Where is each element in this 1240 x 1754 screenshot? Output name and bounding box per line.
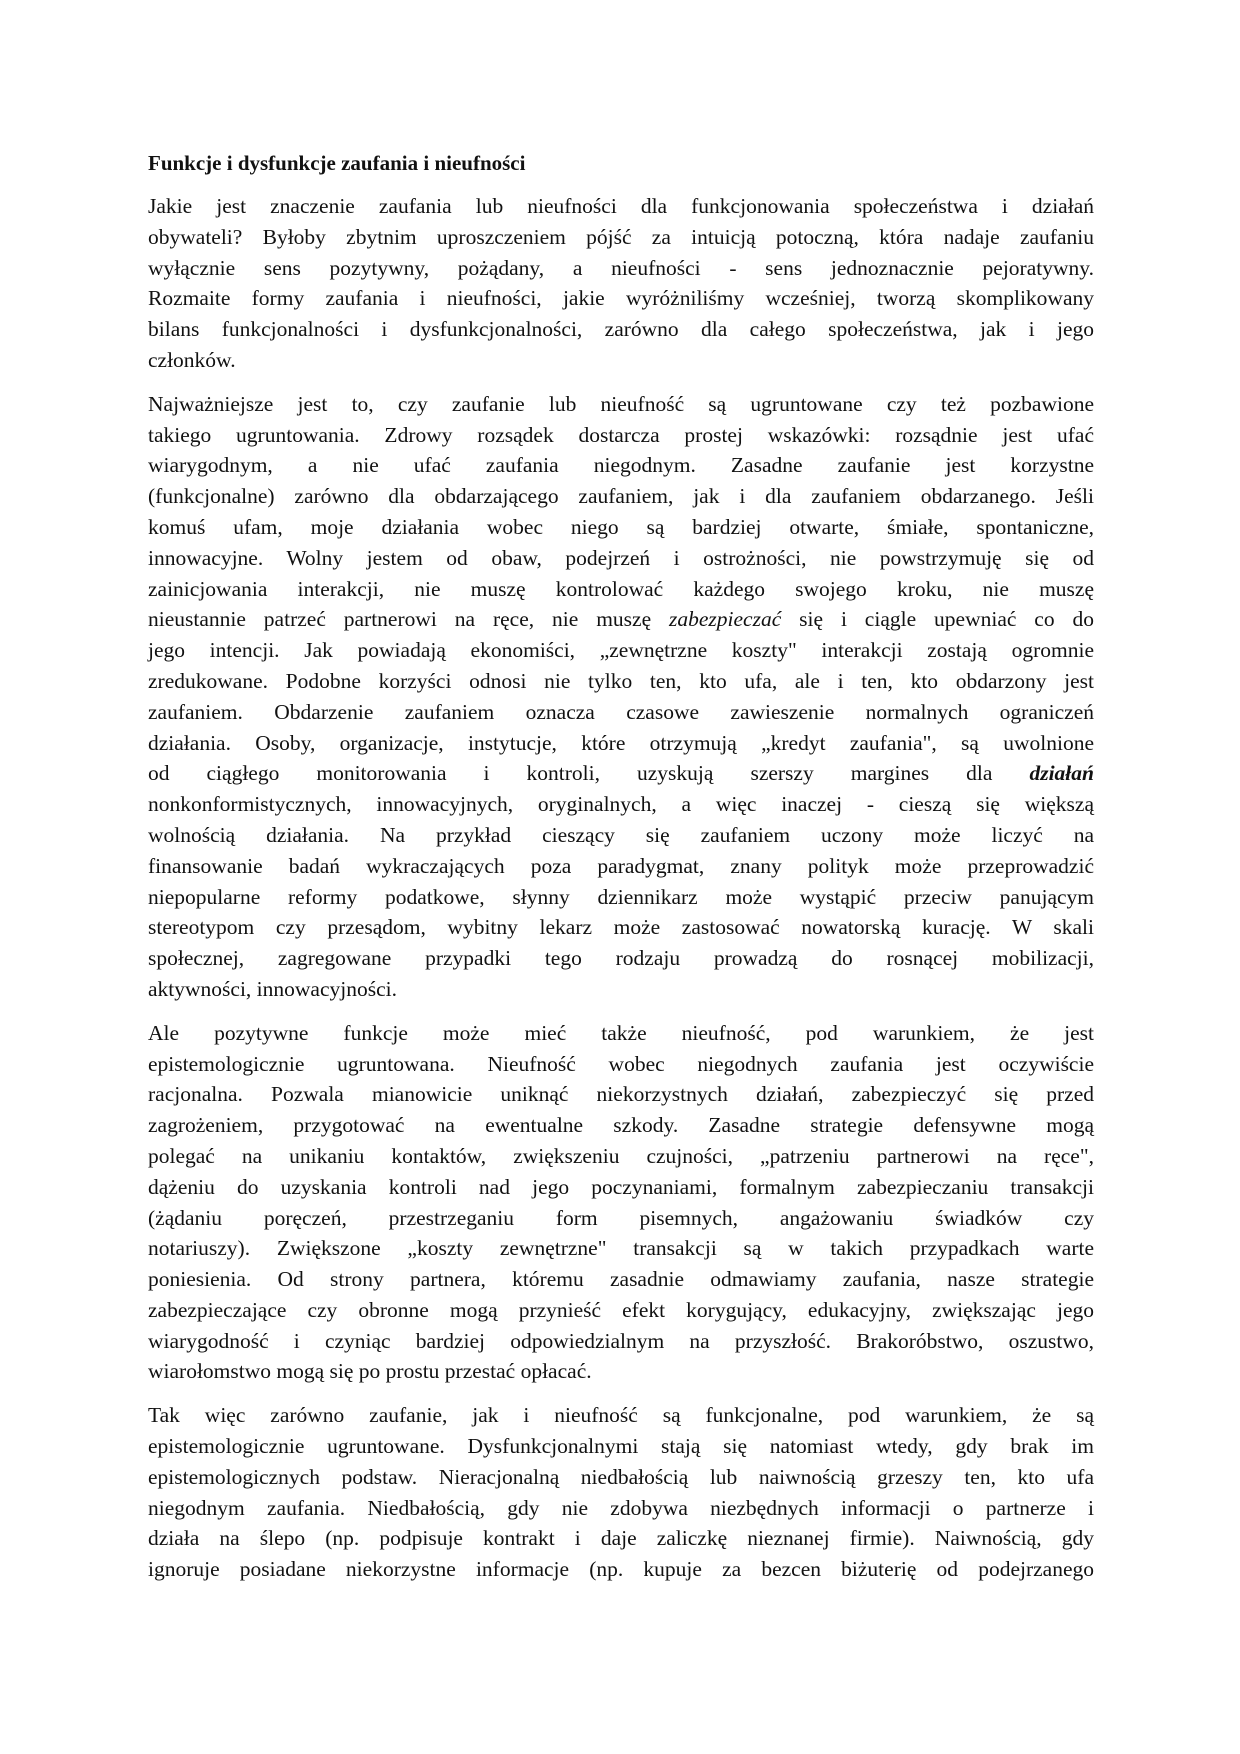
text-line: nonkonformistycznych, innowacyjnych, oryginalnych, a więc inaczej - cieszą się większą	[148, 792, 1094, 817]
paragraph	[148, 1400, 1094, 1585]
text-line: komuś ufam, moje działania wobec niego są bardziej otwarte, śmiałe, spontaniczne,	[148, 514, 1094, 539]
text-line: działa na ślepo (np. podpisuje kontrakt i daje zaliczkę nieznanej firmie). Naiwnością, gdy	[148, 1526, 1094, 1551]
text-line: zredukowane. Podobne korzyści odnosi nie tylko ten, kto ufa, ale i ten, kto obdarzony jest	[148, 668, 1094, 693]
text-line: wiarygodność i czyniąc bardziej odpowiedzialnym na przyszłość. Brakoróbstwo, oszustwo,	[148, 1328, 1094, 1353]
text-line: notariuszy). Zwiększone „koszty zewnętrzne" transakcji są w takich przypadkach warte	[148, 1236, 1094, 1261]
paragraph	[148, 1018, 1094, 1388]
text-line: poniesienia. Od strony partnera, któremu zasadnie odmawiamy zaufania, nasze strategie	[148, 1267, 1094, 1292]
text-line	[148, 758, 1094, 789]
text-line: Ale pozytywne funkcje może mieć także nieufność, pod warunkiem, że jest	[148, 1020, 1094, 1045]
text-line: Rozmaite formy zaufania i nieufności, jakie wyróżniliśmy wcześniej, tworzą skomplikowany	[148, 286, 1094, 311]
text-line: (funkcjonalne) zarówno dla obdarzającego zaufaniem, jak i dla zaufaniem obdarzanego. Jeśli	[148, 484, 1094, 509]
text-line: finansowanie badań wykraczających poza paradygmat, znany polityk może przeprowadzić	[148, 853, 1094, 878]
text-line: (żądaniu poręczeń, przestrzeganiu form pisemnych, angażowaniu świadków czy	[148, 1205, 1094, 1230]
text-segment: od ciągłego monitorowania i kontroli, uzyskują szerszy margines dla	[148, 761, 1030, 786]
text-line: epistemologicznych podstaw. Nieracjonalną niedbałością lub naiwnością grzeszy ten, kto ufa	[148, 1464, 1094, 1489]
document-page	[148, 148, 1094, 1598]
text-segment: się i ciągle upewniać co do	[781, 607, 1094, 632]
text-line: innowacyjne. Wolny jestem od obaw, podejrzeń i ostrożności, nie powstrzymuję się od	[148, 545, 1094, 570]
text-line: epistemologicznie ugruntowane. Dysfunkcjonalnymi stają się natomiast wtedy, gdy brak im	[148, 1434, 1094, 1459]
text-line: zaufaniem. Obdarzenie zaufaniem oznacza czasowe zawieszenie normalnych ograniczeń	[148, 699, 1094, 724]
text-line: członków.	[148, 347, 236, 372]
document-body	[148, 191, 1094, 1585]
text-line: niegodnym zaufania. Niedbałością, gdy nie zdobywa niezbędnych informacji o partnerze i	[148, 1495, 1094, 1520]
emphasized-text: działań	[1029, 761, 1094, 786]
text-line: wiarołomstwo mogą się po prostu przestać opłacać.	[148, 1359, 592, 1384]
text-line: Tak więc zarówno zaufanie, jak i nieufność są funkcjonalne, pod warunkiem, że są	[148, 1403, 1094, 1428]
text-line: jego intencji. Jak powiadają ekonomiści, „zewnętrzne koszty" interakcji zostają ogromnie	[148, 638, 1094, 663]
text-line: epistemologicznie ugruntowana. Nieufność wobec niegodnych zaufania jest oczywiście	[148, 1051, 1094, 1076]
text-line: zainicjowania interakcji, nie muszę kontrolować każdego swojego kroku, nie muszę	[148, 576, 1094, 601]
text-line: Jakie jest znaczenie zaufania lub nieufności dla funkcjonowania społeczeństwa i działań	[148, 194, 1094, 218]
text-line: niepopularne reformy podatkowe, słynny dziennikarz może wystąpić przeciw panującym	[148, 884, 1094, 909]
text-line	[148, 604, 1094, 635]
paragraph	[148, 389, 1094, 1005]
text-line: zabezpieczające czy obronne mogą przynieść efekt korygujący, edukacyjny, zwiększając jego	[148, 1297, 1094, 1322]
paragraph	[148, 191, 1094, 376]
text-line: takiego ugruntowania. Zdrowy rozsądek dostarcza prostej wskazówki: rozsądnie jest ufać	[148, 422, 1094, 447]
text-line: wyłącznie sens pozytywny, pożądany, a nieufności - sens jednoznacznie pejoratywny.	[148, 255, 1094, 280]
text-line: polegać na unikaniu kontaktów, zwiększeniu czujności, „patrzeniu partnerowi na ręce",	[148, 1143, 1094, 1168]
text-line: wolnością działania. Na przykład cieszący się zaufaniem uczony może liczyć na	[148, 822, 1094, 847]
text-line: stereotypom czy przesądom, wybitny lekarz może zastosować nowatorską kurację. W skali	[148, 915, 1094, 940]
text-line: aktywności, innowacyjności.	[148, 976, 397, 1001]
document-title: Funkcje i dysfunkcje zaufania i nieufności	[148, 151, 526, 175]
text-segment: nieustannie patrzeć partnerowi na ręce, nie muszę	[148, 607, 670, 632]
text-line: racjonalna. Pozwala mianowicie uniknąć niekorzystnych działań, zabezpieczyć się przed	[148, 1082, 1094, 1107]
text-line: zagrożeniem, przygotować na ewentualne szkody. Zasadne strategie defensywne mogą	[148, 1113, 1094, 1138]
text-line: obywateli? Byłoby zbytnim uproszczeniem pójść za intuicją potoczną, która nadaje zaufaniu	[148, 224, 1094, 249]
text-line: społecznej, zagregowane przypadki tego rodzaju prowadzą do rosnącej mobilizacji,	[148, 946, 1094, 971]
text-line: bilans funkcjonalności i dysfunkcjonalności, zarówno dla całego społeczeństwa, jak i jego	[148, 317, 1094, 342]
text-line: wiarygodnym, a nie ufać zaufania niegodnym. Zasadne zaufanie jest korzystne	[148, 453, 1094, 478]
emphasized-text: zabezpieczać	[669, 607, 782, 632]
text-line: ignoruje posiadane niekorzystne informacje (np. kupuje za bezcen biżuterię od podejrzanego	[148, 1557, 1094, 1582]
text-line: działania. Osoby, organizacje, instytucje, które otrzymują „kredyt zaufania", są uwolnione	[148, 730, 1094, 755]
text-line: Najważniejsze jest to, czy zaufanie lub nieufność są ugruntowane czy też pozbawione	[148, 391, 1094, 416]
text-line: dążeniu do uzyskania kontroli nad jego poczynaniami, formalnym zabezpieczaniu transakcji	[148, 1174, 1094, 1199]
